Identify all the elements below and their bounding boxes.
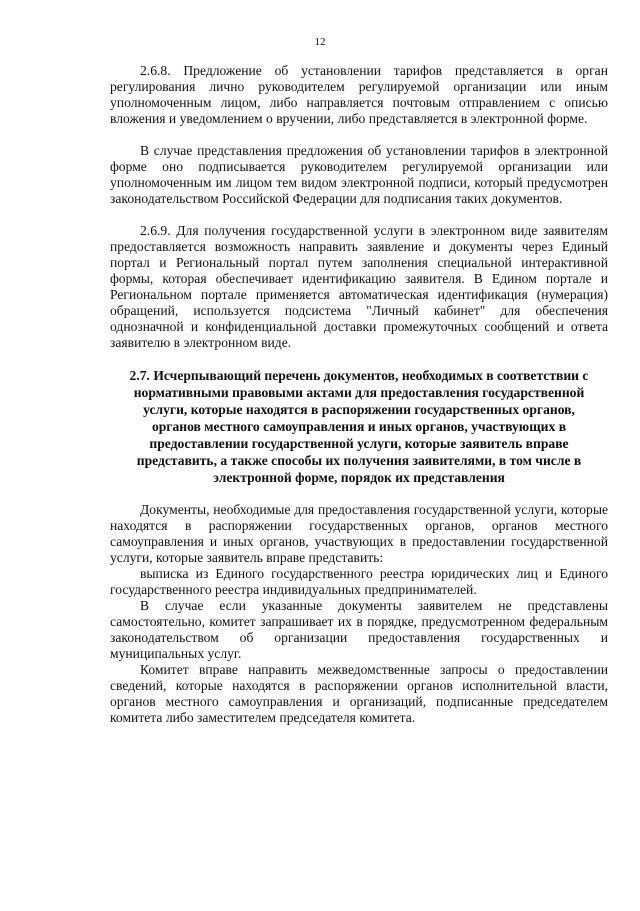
paragraph-committee-request: В случае если указанные документы заявителем не представлены самостоятельно, комитет запрашивает их в порядке, предусмотренном федеральным законодательством об организации предоставления государственных и муниципальных услуг.: [110, 598, 608, 661]
paragraph-2-6-8: 2.6.8. Предложение об установлении тарифов представляется в орган регулирования лично руководителем регулируемой организации или иным уполномоченным лицом, либо направляется почтовым отправлением с описью вложения и уведомлением о вручении, либо представляется в электронной форме.: [110, 63, 608, 126]
document-body: [110, 63, 608, 726]
paragraph-2-6-9: 2.6.9. Для получения государственной услуги в электронном виде заявителям предоставляется возможность направить заявление и документы через Единый портал и Региональный портал путем заполнения специальной интерактивной формы, которая обеспечивает идентификацию заявителя. В Едином портале и Региональном портале применяется автоматическая идентификация (нумерация) обращений, используется подсистема "Личный кабинет" для обеспечения однозначной и конфиденциальной доставки промежуточных сообщений и ответа заявителю в электронном виде.: [110, 223, 608, 350]
paragraph-electronic-signature: В случае представления предложения об установлении тарифов в электронной форме оно подписывается руководителем регулируемой организации или уполномоченным им лицом тем видом электронной подписи, который предусмотрен законодательством Российской Федерации для подписания таких документов.: [110, 143, 608, 206]
section-heading-2-7: 2.7. Исчерпывающий перечень документов, необходимых в соответствии с нормативными правовыми актами для предоставления государственной услуги, которые находятся в распоряжении государственных органов, органов местного самоуправления и иных органов, участвующих в предоставлении государственной услуги, которые заявитель вправе представить, а также способы их получения заявителями, в том числе в электронной форме, порядок их представления: [129, 368, 589, 485]
paragraph-documents-list: Документы, необходимые для предоставления государственной услуги, которые находятся в распоряжении государственных органов, органов местного самоуправления и иных органов, участвующих в предоставлении государственной услуги, которые заявитель вправе представить:: [110, 502, 608, 565]
paragraph-egrul-extract: выписка из Единого государственного реестра юридических лиц и Единого государственного реестра индивидуальных предпринимателей.: [110, 566, 608, 597]
paragraph-interagency-requests: Комитет вправе направить межведомственные запросы о предоставлении сведений, которые находятся в распоряжении органов исполнительной власти, органов местного самоуправления и организаций, подписанные председателем комитета либо заместителем председателя комитета.: [110, 662, 608, 725]
page-number: 12: [314, 36, 326, 48]
